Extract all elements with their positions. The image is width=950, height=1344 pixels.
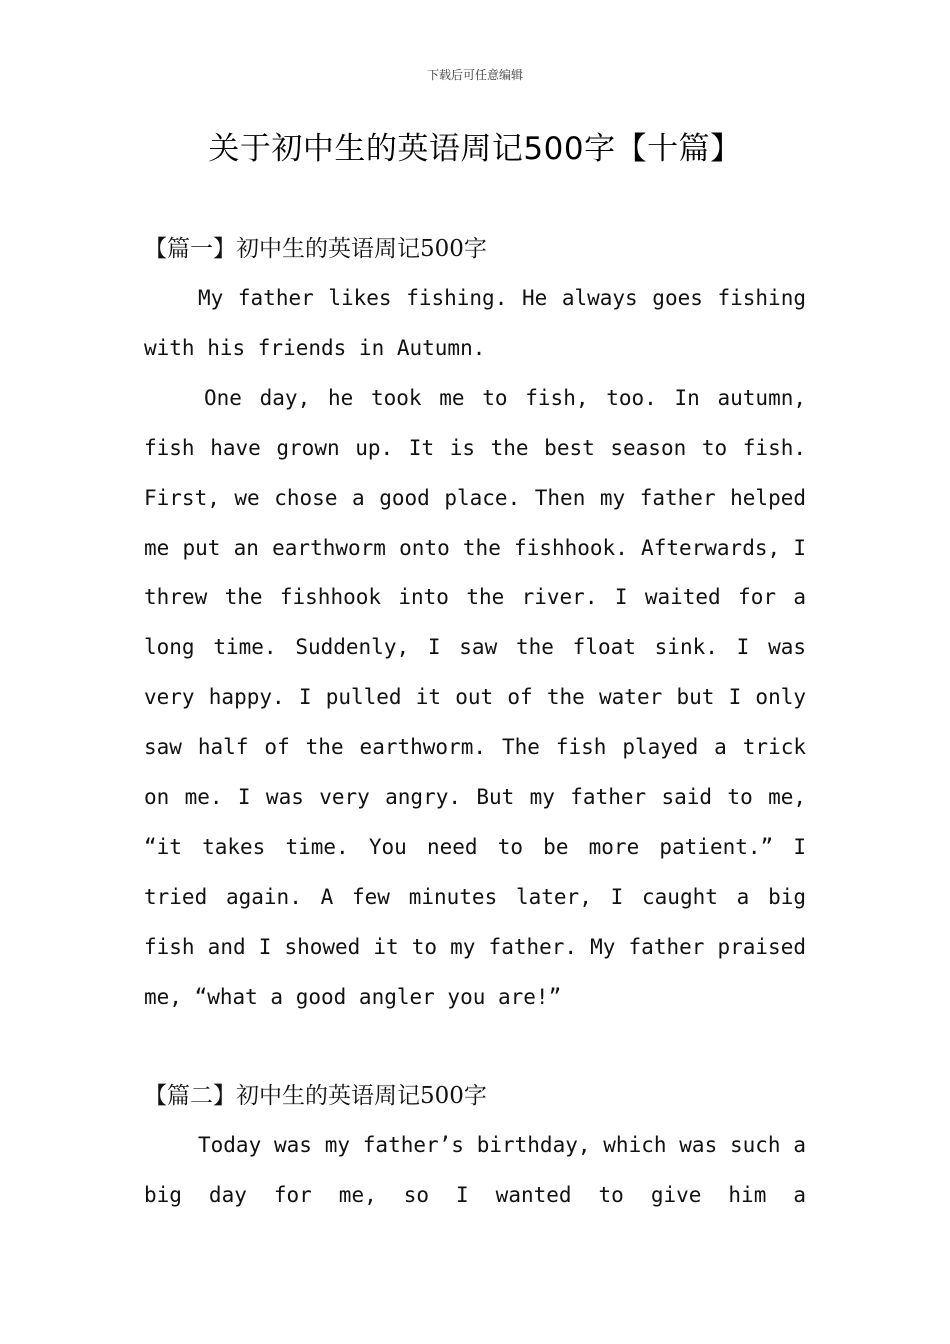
paragraph-text: My father likes fishing. He always goes fishing with his friends in Autumn. — [144, 286, 806, 360]
header-note: 下载后可任意编辑 — [426, 68, 523, 82]
section-heading: 【篇二】初中生的英语周记500字 — [144, 1083, 487, 1109]
essay-section-1 — [144, 224, 806, 1023]
paragraph — [144, 374, 806, 1023]
paragraph — [144, 1121, 806, 1221]
paragraph-text: Today was my father’s birthday, which was such a big day for me, so I wanted to give him a — [144, 1133, 806, 1207]
section-heading: 【篇一】初中生的英语周记500字 — [144, 236, 487, 262]
paragraph-text: One day, he took me to fish, too. In autumn, fish have grown up. It is the best season to fish. First, we chose a good place. Then my father helped me put an earthworm onto the fishhook. Afterwards, I threw the fishhook into the river. I waited for a long time. Suddenly, I saw the float sink. I was very happy. I pulled it out of the water but I only saw half of the earthworm. The fish played a trick on me. I was very angry. But my father said to me, “it takes time. You need to be more patient.” I tried again. A few minutes later, I caught a big fish and I showed it to my father. My father praised me, “what a good angler you are!” — [144, 385, 806, 1009]
document-title: 关于初中生的英语周记500字【十篇】 — [208, 131, 742, 167]
essay-section-2 — [144, 1071, 806, 1221]
paragraph — [144, 274, 806, 374]
